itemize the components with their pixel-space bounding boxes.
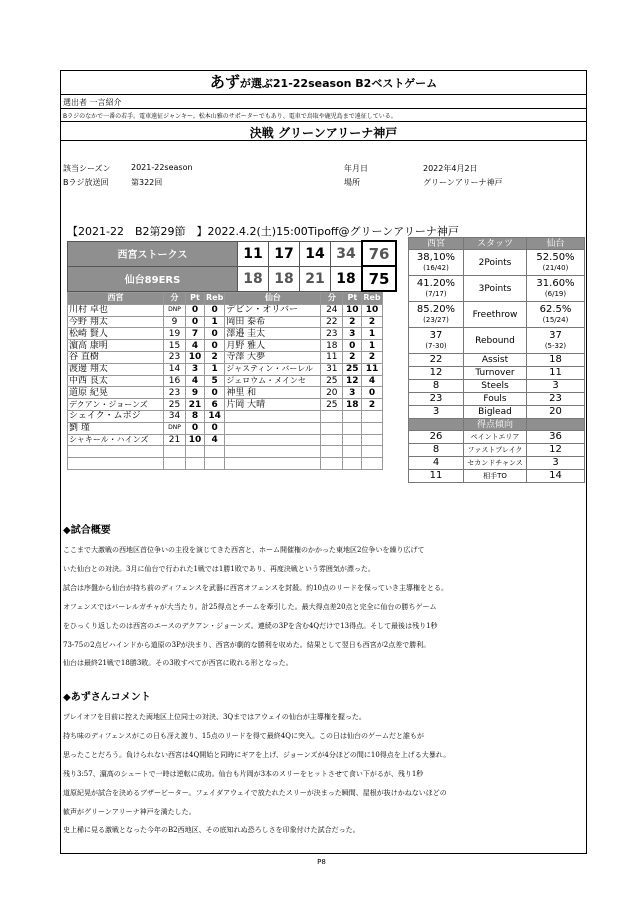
stat-label: Freethrow [464, 302, 527, 328]
home-points [186, 458, 205, 470]
away-minutes: 11 [321, 351, 343, 363]
away-points: 0 [343, 340, 362, 352]
selector-label: 選出者 一言紹介 [63, 98, 122, 107]
away-player-name: 月野 雅人 [225, 340, 321, 352]
text-line: いた仙台との対決。3月に仙台で行われた1戦では1勝1敗であり、再度決戦という雰囲気が漂った。 [63, 564, 375, 573]
home-stat: 26 [409, 431, 464, 444]
scoreboard-row [68, 241, 397, 266]
home-minutes: 23 [164, 351, 186, 363]
home-stat: 23 [409, 393, 464, 406]
match-title: 決戦 グリーンアリーナ神戸 [249, 126, 398, 140]
away-points: 18 [343, 399, 362, 411]
home-detail: (16/42) [423, 263, 449, 272]
away-minutes: 25 [321, 399, 343, 411]
away-minutes [321, 434, 343, 446]
home-points: 3 [186, 363, 205, 375]
stat-label: 2Points [464, 250, 527, 276]
home-points: 10 [186, 351, 205, 363]
away-rebounds: 0 [362, 387, 382, 399]
header-cell: 分 [321, 293, 343, 305]
away-minutes: 24 [321, 304, 343, 316]
away-pct: 52.50% [536, 251, 575, 263]
home-stat [409, 250, 464, 276]
header-cell: Reb [363, 293, 381, 303]
home-minutes: 14 [164, 363, 186, 375]
summary-heading: ◆試合概要 [63, 525, 111, 536]
away-pct: 31.60% [536, 277, 575, 289]
away-minutes [321, 410, 343, 422]
away-stat: 36 [527, 431, 585, 444]
player-row [68, 410, 383, 422]
player-row [68, 304, 383, 316]
home-player-name: デクアン・ジョーンズ [68, 399, 164, 411]
home-rebounds: 14 [205, 410, 225, 422]
home-points: 0 [186, 422, 205, 434]
away-points: 3 [343, 387, 362, 399]
home-rebounds [205, 446, 225, 458]
text-line: 思ったことだろう。負けられない西宮は4Q開始と同時にギアを上げ、ジョーンズが4分ほどの間に10得点を上げる大暴れ。 [63, 750, 451, 759]
away-stat: 11 [527, 367, 585, 380]
home-player-name: シェイク・ムボジ [68, 410, 164, 422]
player-row [68, 340, 383, 352]
header-cell: 仙台 [225, 293, 321, 305]
away-points: 12 [343, 375, 362, 387]
simple-stats [409, 354, 585, 419]
stats-row [409, 302, 585, 328]
home-rebounds: 4 [205, 434, 225, 446]
home-points: 7 [186, 328, 205, 340]
away-minutes [321, 446, 343, 458]
home-stat: 4 [409, 457, 464, 470]
comment-heading: ◆あずさんコメント [63, 692, 151, 703]
away-stat [527, 250, 585, 276]
stat-label: Biglead [464, 406, 527, 419]
trend-header: 得点傾向 [464, 419, 527, 431]
stat-label: ファストブレイク [464, 444, 527, 457]
stats-row [409, 250, 585, 276]
away-player-name: ジャスティン・バーレル [225, 363, 321, 375]
away-rebounds: 11 [362, 363, 382, 375]
away-player-name [225, 458, 321, 470]
away-player-name: 神里 和 [225, 387, 321, 399]
document-frame [60, 70, 587, 854]
home-rebounds [205, 458, 225, 470]
stats-row [409, 406, 585, 419]
text-line: ここまで大激戦の西地区首位争いの主役を演じてきた西宮と、ホーム開催権のかかった東地区2位争いを繰り広げて [63, 546, 425, 554]
home-detail: (7-30) [425, 341, 447, 350]
away-minutes: 31 [321, 363, 343, 375]
away-points: 3 [343, 328, 362, 340]
quarter-score: 11 [238, 241, 269, 266]
selector-description: Bラジのなかで一番の若手。電車遠征ジャンキー。松本山雅のサポーターでもあり、電車で鳥取や鹿児島まで遠征している。 [63, 113, 397, 120]
home-player-name: 谷 直樹 [68, 351, 164, 363]
stats-row [409, 380, 585, 393]
away-stat: 23 [527, 393, 585, 406]
text-line: 仙台は最終21戦で18勝3敗。その3敗すべてが西宮に敗れる形となった。 [63, 659, 293, 668]
stat-label: ペイントエリア [464, 431, 527, 444]
stat-label: Turnover [464, 367, 527, 380]
header-cell: 西宮 [68, 293, 164, 305]
away-rebounds [362, 410, 382, 422]
stats-row [409, 444, 585, 457]
player-row [68, 375, 383, 387]
home-player-name: 中西 良太 [68, 375, 164, 387]
away-stat: 14 [527, 470, 585, 483]
away-rebounds: 2 [362, 399, 382, 411]
player-row [68, 328, 383, 340]
away-player-name: 寺澤 大夢 [225, 351, 321, 363]
season-label: 該当シーズン [63, 164, 111, 173]
home-rebounds: 2 [205, 351, 225, 363]
home-stat: 8 [409, 444, 464, 457]
away-player-name [225, 422, 321, 434]
home-minutes: 19 [164, 328, 186, 340]
home-pct: 41.20% [416, 277, 456, 289]
home-points: 0 [186, 304, 205, 316]
away-player-name [225, 434, 321, 446]
away-detail: (15/24) [542, 315, 569, 324]
divider [61, 108, 586, 109]
stat-label: 相手TO [464, 470, 527, 483]
home-points: 0 [186, 316, 205, 328]
stats-row [409, 354, 585, 367]
away-points: 25 [343, 363, 362, 375]
text-line: プレイオフを目前に控えた両地区上位同士の対決、3Qまではアウェイの仙台が主導権を握った。 [63, 713, 366, 721]
divider [61, 121, 586, 122]
home-player-name: 濵高 康明 [68, 340, 164, 352]
player-row [68, 351, 383, 363]
team-name: 仙台89ERS [68, 266, 238, 291]
home-stat: 8 [409, 380, 464, 393]
home-points: 10 [186, 434, 205, 446]
page-number: P8 [317, 858, 326, 866]
home-minutes: DNP [164, 422, 186, 434]
away-detail: (5-32) [544, 341, 567, 350]
home-rebounds: 0 [205, 340, 225, 352]
home-player-name: 渡邊 翔太 [68, 363, 164, 375]
text-line: 73-75の2点ビハインドから道原の3Pが決まり、西宮が劇的な勝利を収めた。結果として翌日も西宮が2点差で勝利。 [63, 640, 431, 649]
text-line: 残り3:57、濵高のシュートで一時は逆転に成功。仙台も片岡が3本のスリーをヒットさせて食い下がるが、残り1秒 [63, 769, 424, 778]
text-line: 史上稀に見る激戦となった今年のB2西地区、その底知れぬ恐ろしさを印象付けた試合だった。 [63, 826, 360, 835]
away-rebounds [362, 422, 382, 434]
home-stat [409, 276, 464, 302]
header-cell: Reb [206, 293, 224, 303]
home-player-name [68, 458, 164, 470]
quarter-score: 34 [331, 241, 363, 266]
home-player-name: 道原 紀晃 [68, 387, 164, 399]
away-player-name [225, 410, 321, 422]
home-player-name: 松崎 賢人 [68, 328, 164, 340]
stat-label: Rebound [464, 328, 527, 354]
away-stat: 12 [527, 444, 585, 457]
away-points: 10 [343, 304, 362, 316]
away-rebounds [362, 434, 382, 446]
player-row [68, 399, 383, 411]
home-points [186, 446, 205, 458]
stats-row [409, 470, 585, 483]
header-cell: スタッツ [464, 238, 527, 250]
away-pct: 62.5% [539, 303, 572, 315]
away-stat: 3 [527, 380, 585, 393]
home-stat [409, 328, 464, 354]
home-player-name: 川村 卓也 [68, 304, 164, 316]
home-player-name: シャキール・ハインズ [68, 434, 164, 446]
quarter-score: 21 [300, 266, 331, 291]
place-label: 場所 [344, 178, 360, 187]
home-minutes: 23 [164, 387, 186, 399]
total-score: 76 [362, 241, 396, 266]
away-points [343, 446, 362, 458]
scoreboard-row [68, 266, 397, 291]
away-rebounds [362, 458, 382, 470]
home-rebounds: 0 [205, 304, 225, 316]
away-points [343, 410, 362, 422]
stat-label: Steels [464, 380, 527, 393]
stat-label: 3Points [464, 276, 527, 302]
empty-cell [527, 419, 585, 431]
home-minutes [164, 458, 186, 470]
away-minutes: 18 [321, 340, 343, 352]
away-detail: (6/19) [544, 289, 567, 298]
away-minutes: 22 [321, 316, 343, 328]
home-points: 8 [186, 410, 205, 422]
text-line: 持ち味のディフェンスがこの日も冴え渡り、15点のリードを得て最終4Qに突入。この日は仙台のゲームだと誰もが [63, 731, 424, 740]
stats-header [409, 238, 585, 250]
home-rebounds: 5 [205, 375, 225, 387]
home-stat: 22 [409, 354, 464, 367]
season-value: 2021-22season [131, 163, 193, 172]
home-detail: (23/27) [423, 315, 449, 324]
home-points: 9 [186, 387, 205, 399]
away-minutes: 25 [321, 375, 343, 387]
team-name: 西宮ストークス [68, 241, 238, 266]
away-rebounds: 2 [362, 316, 382, 328]
away-player-name [225, 446, 321, 458]
away-points: 2 [343, 316, 362, 328]
away-minutes: 20 [321, 387, 343, 399]
home-stat: 11 [409, 470, 464, 483]
home-minutes [164, 446, 186, 458]
home-minutes: 15 [164, 340, 186, 352]
trend-header-row [409, 419, 585, 431]
header-cell: 仙台 [527, 238, 585, 250]
home-value: 37 [429, 329, 443, 341]
quarter-score: 18 [269, 266, 300, 291]
quarter-score: 18 [238, 266, 269, 291]
home-minutes: 25 [164, 399, 186, 411]
away-rebounds: 4 [362, 375, 382, 387]
home-minutes: 21 [164, 434, 186, 446]
home-rebounds: 0 [205, 328, 225, 340]
home-player-name: 劉 瑾 [68, 422, 164, 434]
stats-row [409, 393, 585, 406]
stats-row [409, 276, 585, 302]
home-points: 4 [186, 340, 205, 352]
stat-label: Assist [464, 354, 527, 367]
home-player-name: 今野 翔太 [68, 316, 164, 328]
header-cell: Pt [343, 293, 362, 305]
home-minutes: 34 [164, 410, 186, 422]
trend-stats [409, 431, 585, 483]
text-line: をひっくり返したのは西宮のエースのデクアン・ジョーンズ。連続の3Pを含む4Qだけで13得点。そして最後は残り1秒 [63, 621, 438, 630]
box-score-header [68, 293, 383, 305]
home-stat: 3 [409, 406, 464, 419]
stats-row [409, 328, 585, 354]
stats-table [408, 237, 585, 483]
away-player-name: 澤邉 圭太 [225, 328, 321, 340]
away-minutes [321, 458, 343, 470]
home-stat: 12 [409, 367, 464, 380]
home-rebounds: 1 [205, 363, 225, 375]
away-player-name: 片岡 大晴 [225, 399, 321, 411]
away-rebounds: 1 [362, 328, 382, 340]
away-minutes: 23 [321, 328, 343, 340]
title-rest: が選ぶ21-22season B2ベストゲーム [239, 77, 438, 90]
document-title [61, 71, 586, 95]
stat-label: セカンドチャンス [464, 457, 527, 470]
home-minutes: DNP [164, 304, 186, 316]
broadcast-value: 第322回 [131, 178, 163, 187]
stats-row [409, 457, 585, 470]
player-row [68, 316, 383, 328]
away-value: 37 [549, 329, 562, 341]
text-line: オフェンスではバーレルガチャが大当たり。計25得点とチームを牽引した。最大得点差20点と完全に仙台の勝ちゲーム [63, 602, 437, 611]
away-points [343, 422, 362, 434]
away-points: 2 [343, 351, 362, 363]
player-row [68, 458, 383, 470]
total-score: 75 [362, 266, 396, 291]
home-points: 4 [186, 375, 205, 387]
header-cell: 西宮 [409, 238, 464, 250]
home-stat [409, 302, 464, 328]
date-label: 年月日 [344, 164, 368, 173]
home-rebounds: 6 [205, 399, 225, 411]
away-points [343, 434, 362, 446]
away-stat: 3 [527, 457, 585, 470]
away-player-name: デビン・オリバー [225, 304, 321, 316]
player-row [68, 422, 383, 434]
text-line: 試合は序盤から仙台が持ち前のディフェンスを武器に西宮オフェンスを封殺。約10点のリードを保っていき主導権をとる。 [63, 583, 449, 592]
text-line: 道原紀晃が試合を決めるブザービーター。フェイダアウェイで放たれたスリーが決まった瞬間、屋根が抜けかねないほどの [63, 788, 447, 797]
divider [61, 140, 586, 141]
away-detail: (21/40) [542, 263, 569, 272]
away-points [343, 458, 362, 470]
header-cell: 分 [164, 293, 186, 305]
away-rebounds: 1 [362, 340, 382, 352]
quarter-score: 17 [269, 241, 300, 266]
player-row [68, 434, 383, 446]
stats-row [409, 431, 585, 444]
away-stat: 18 [527, 354, 585, 367]
empty-cell [409, 419, 464, 431]
home-detail: (7/17) [425, 289, 447, 298]
home-points: 21 [186, 399, 205, 411]
away-stat: 20 [527, 406, 585, 419]
stat-label: Fouls [464, 393, 527, 406]
away-stat [527, 276, 585, 302]
home-minutes: 16 [164, 375, 186, 387]
scoreboard [67, 240, 397, 292]
away-rebounds: 10 [362, 304, 382, 316]
player-row [68, 387, 383, 399]
stats-row [409, 367, 585, 380]
date-value: 2022年4月2日 [423, 164, 478, 173]
quarter-score: 18 [331, 266, 363, 291]
player-row [68, 363, 383, 375]
home-pct: 85.20% [416, 303, 456, 315]
away-stat [527, 328, 585, 354]
home-rebounds: 0 [205, 422, 225, 434]
header-cell: Pt [186, 293, 205, 305]
place-value: グリーンアリーナ神戸 [423, 178, 503, 187]
player-row [68, 446, 383, 458]
text-line: 歓声がグリーンアリーナ神戸を満たした。 [63, 807, 196, 816]
title-big: あず [209, 73, 240, 91]
broadcast-label: Bラジ放送回 [63, 178, 109, 187]
home-rebounds: 0 [205, 387, 225, 399]
game-header: 【2021-22 B2第29節 】2022.4.2(土)15:00Tipoff@グリーンアリーナ神戸 [67, 225, 459, 238]
home-rebounds: 1 [205, 316, 225, 328]
away-player-name: ジェロウム・メインセ [225, 375, 321, 387]
away-stat [527, 302, 585, 328]
home-minutes: 9 [164, 316, 186, 328]
away-rebounds [362, 446, 382, 458]
home-pct: 38,10% [416, 251, 456, 263]
box-score-table [67, 292, 383, 470]
away-player-name: 岡田 泰希 [225, 316, 321, 328]
quarter-score: 14 [300, 241, 331, 266]
away-rebounds: 2 [362, 351, 382, 363]
home-player-name [68, 446, 164, 458]
away-minutes [321, 422, 343, 434]
